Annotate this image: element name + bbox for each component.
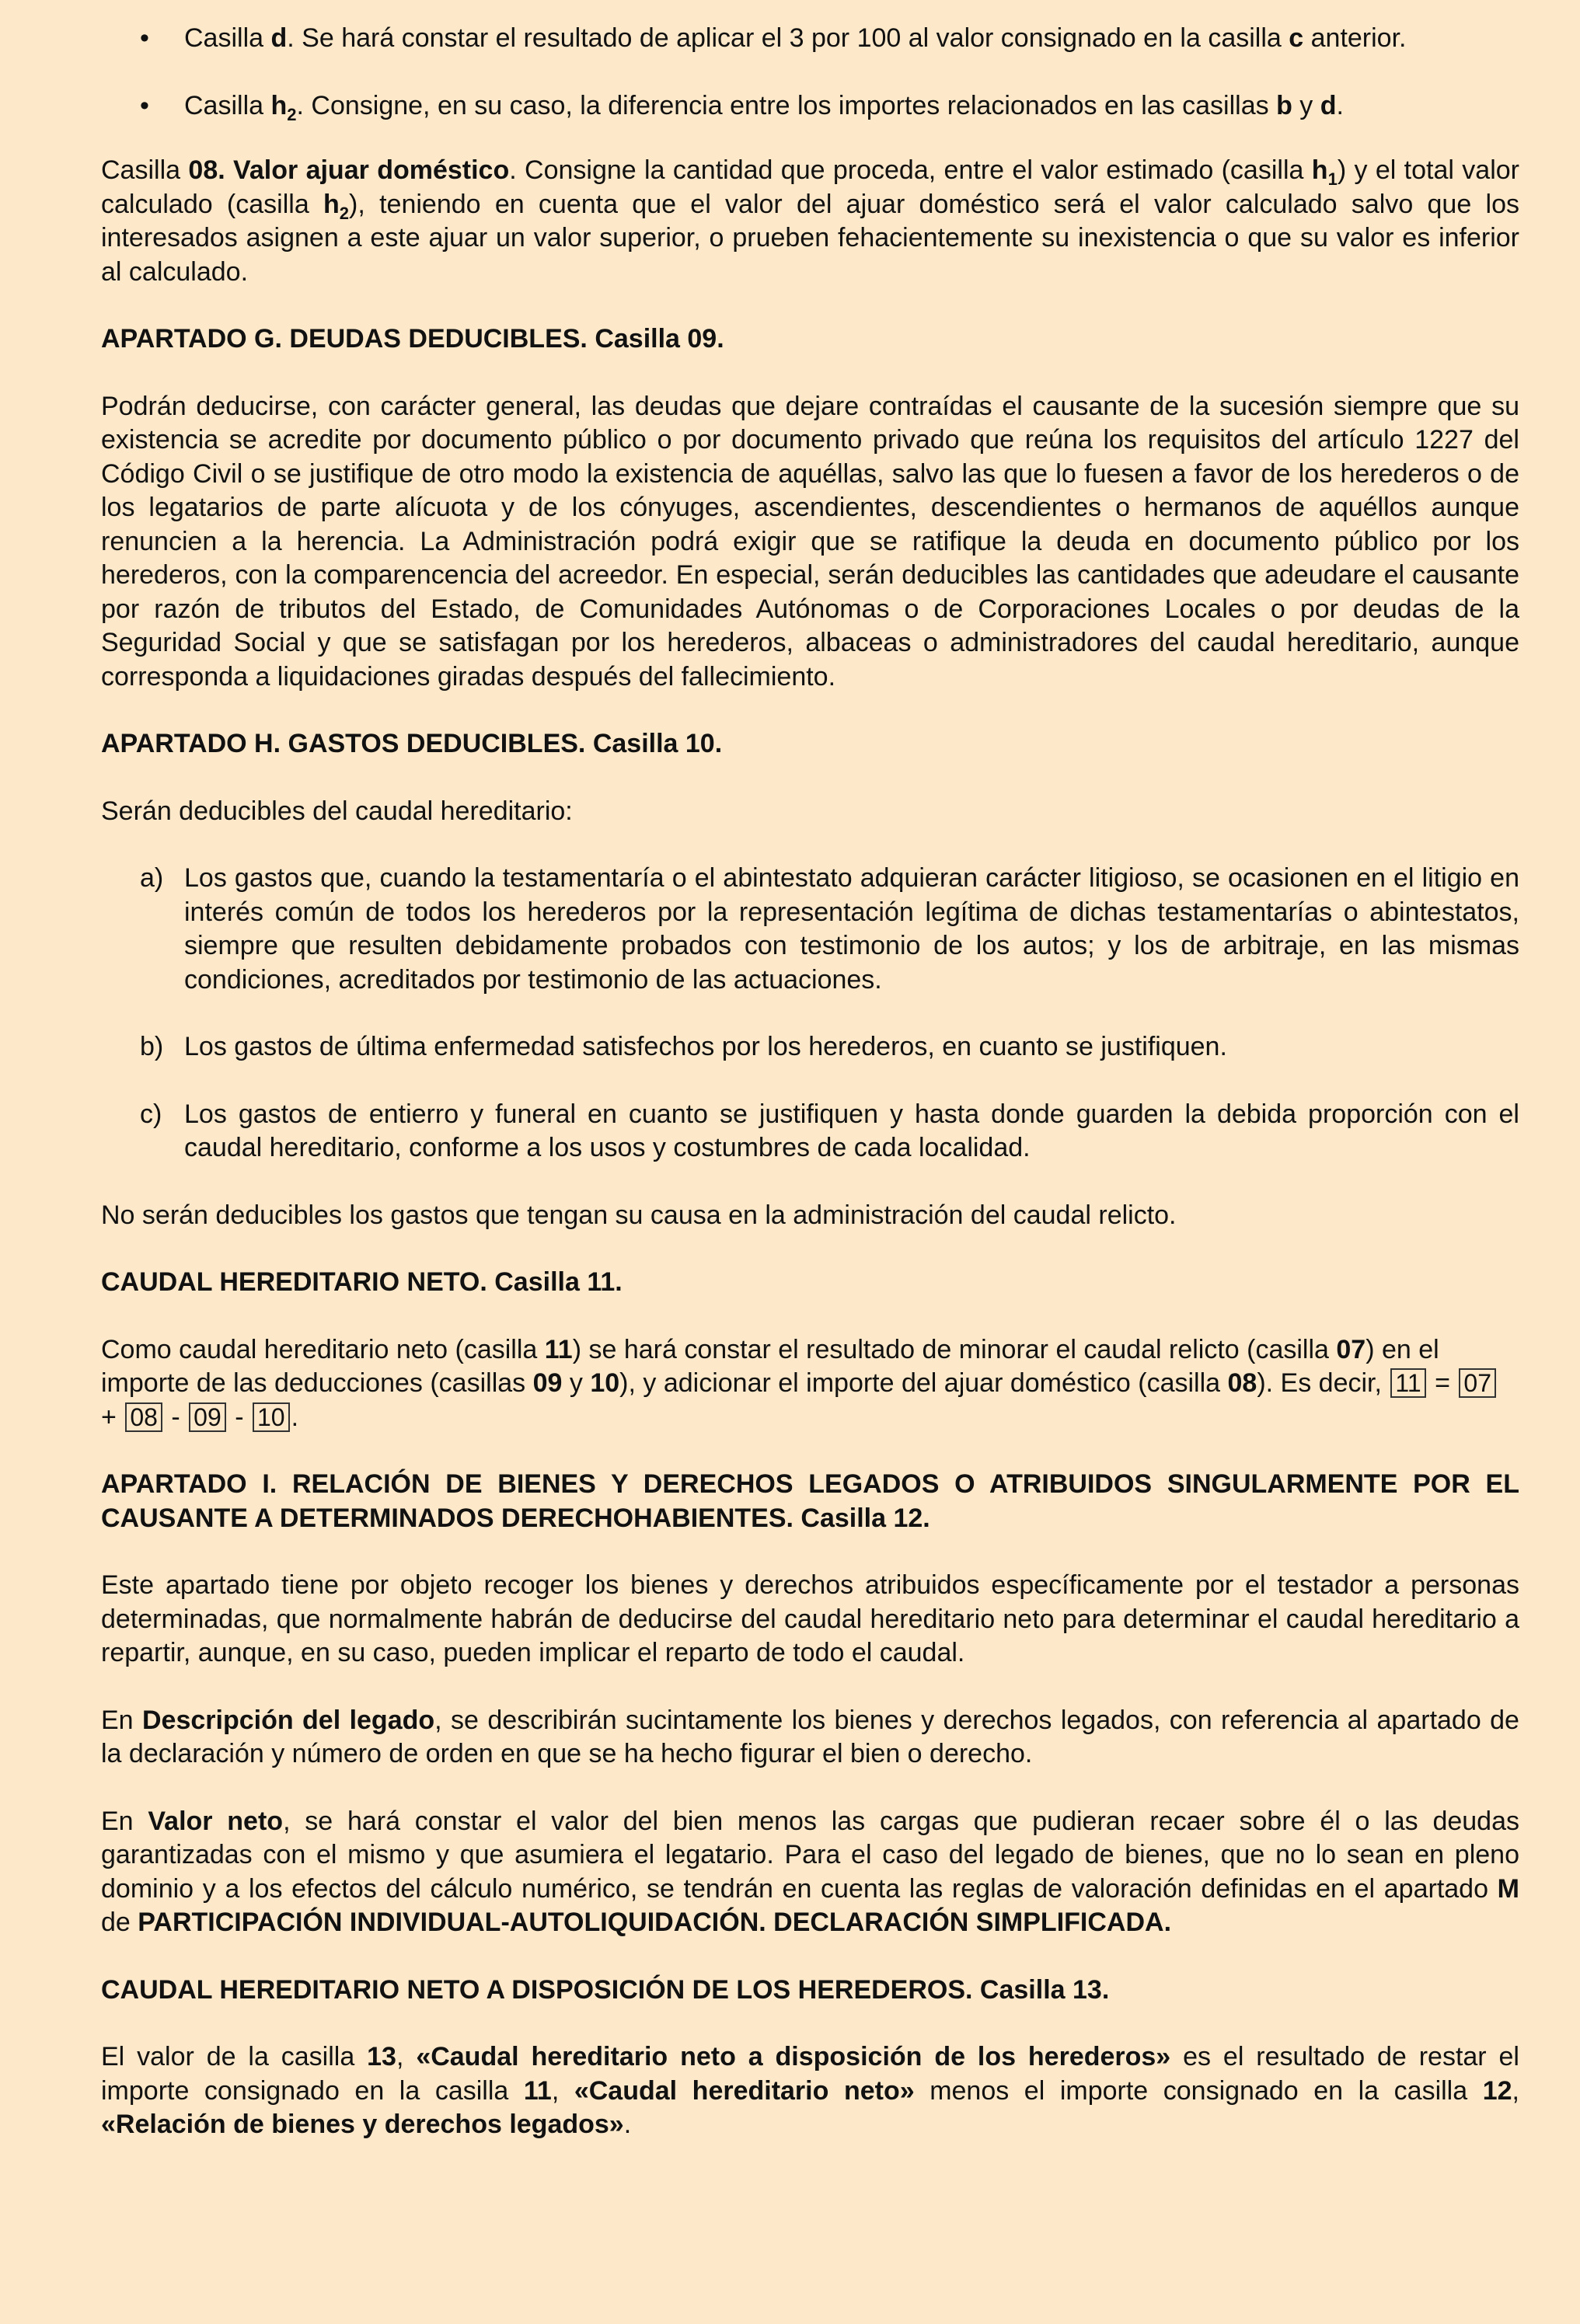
- casilla-box-10: 10: [253, 1402, 290, 1432]
- text: Casilla: [184, 90, 271, 120]
- text: de: [101, 1908, 138, 1937]
- text: ) se hará constar el resultado de minorar el caudal relicto (casilla: [572, 1334, 1337, 1364]
- text: ), teniendo en cuenta que el valor del ajuar doméstico será el valor calculado salvo que los interesados asignen a este ajuar un valor superior, o prueben fehacientemente su inexistencia o que su valor es inferior al calculado.: [101, 189, 1519, 287]
- text-bold: 10: [590, 1368, 620, 1398]
- list-item-b: [101, 1030, 1519, 1064]
- operator: =: [1435, 1368, 1450, 1398]
- text-bold: «Relación de bienes y derechos legados»: [101, 2110, 624, 2139]
- text-bold: Valor neto: [148, 1806, 284, 1836]
- text: es el resultado de restar el importe consignado en la casilla: [101, 2042, 1519, 2106]
- text: y: [562, 1368, 591, 1398]
- text: . Se hará constar el resultado de aplicar el 3 por 100 al valor consignado en la casilla: [287, 23, 1289, 53]
- operator: +: [101, 1402, 117, 1432]
- text: Como caudal hereditario neto (casilla: [101, 1334, 545, 1364]
- subscript: 2: [339, 203, 350, 223]
- text: y: [1292, 90, 1320, 120]
- casilla-box-11: 11: [1390, 1368, 1425, 1398]
- text: ) y el total valor calculado (casilla: [101, 155, 1519, 219]
- text-bold: 08: [1227, 1368, 1257, 1398]
- text: En: [101, 1806, 148, 1836]
- text-bold: 09: [532, 1368, 563, 1398]
- text: ,: [396, 2042, 417, 2071]
- text-bold: h: [1311, 155, 1328, 185]
- text-bold: 08: [188, 155, 218, 185]
- text-bold: PARTICIPACIÓN INDIVIDUAL-AUTOLIQUIDACIÓN. DECLARACIÓN SIMPLIFICADA.: [138, 1908, 1172, 1937]
- text: , se hará constar el valor del bien menos las cargas que pudieran recaer sobre él o las deudas garantizadas con el mismo y que asumiera el legatario. Para el caso del legado de bienes, que no lo sean en pleno dominio y a los efectos del cálculo numérico, se tendrán en cuenta las reglas de valoración definidas en el apartado: [101, 1806, 1519, 1904]
- text: Casilla: [101, 155, 189, 185]
- text: .: [291, 1402, 299, 1432]
- text: En: [101, 1705, 142, 1735]
- text: .: [623, 2110, 632, 2139]
- text-bold: «Caudal hereditario neto»: [574, 2075, 915, 2106]
- bullet-casilla-h2: [101, 89, 1519, 124]
- text-bold: Descripción del legado: [142, 1705, 435, 1735]
- apartado-i-paragraph-1: Este apartado tiene por objeto recoger los bienes y derechos atribuidos específicamente por el testador a personas determinadas, que normalmente habrán de deducirse del caudal hereditario neto para determinar el caudal hereditario a repartir, aunque, en su caso, pueden implicar el reparto de todo el caudal.: [101, 1570, 1519, 1667]
- text: Los gastos de última enfermedad satisfechos por los herederos, en cuanto se justifiquen.: [184, 1032, 1227, 1061]
- caudal-disposicion-paragraph: [101, 2040, 1519, 2142]
- text-bold: .: [218, 155, 234, 185]
- list-marker: c): [140, 1099, 162, 1129]
- text: Los gastos que, cuando la testamentaría o el abintestato adquieran carácter litigioso, se ocasionen en el litigio en interés común de todos los herederos por la representación legítima de dichas testamentarías o abintestatos, siempre que resulten debidamente probados con testimonio de los autos; y los de arbitraje, en las mismas condiciones, acreditados por testimonio de las actuaciones.: [184, 863, 1519, 995]
- casilla-box-09: 09: [189, 1402, 226, 1432]
- casilla-08-paragraph: [101, 154, 1519, 289]
- text-bold: 13: [367, 2042, 396, 2071]
- operator: -: [171, 1402, 180, 1432]
- apartado-i-paragraph-3: [101, 1805, 1519, 1940]
- bullet-icon: •: [140, 90, 149, 120]
- text: ). Es decir,: [1257, 1368, 1390, 1398]
- casilla-box-08: 08: [125, 1402, 162, 1432]
- text: . Consigne la cantidad que proceda, entre el valor estimado (casilla: [509, 155, 1312, 185]
- text-bold: b: [1276, 90, 1292, 120]
- text: , se describirán sucintamente los bienes y derechos legados, con referencia al apartado de la declaración y número de orden en que se ha hecho figurar el bien o derecho.: [101, 1705, 1519, 1768]
- subscript: 2: [287, 104, 297, 124]
- casilla-box-07: 07: [1459, 1368, 1496, 1398]
- text: menos el importe consignado en la casilla: [914, 2075, 1483, 2106]
- text: ), y adicionar el importe del ajuar doméstico (casilla: [619, 1368, 1228, 1398]
- heading-apartado-h: APARTADO H. GASTOS DEDUCIBLES. Casilla 10.: [101, 729, 723, 758]
- heading-caudal-neto: CAUDAL HEREDITARIO NETO. Casilla 11.: [101, 1267, 623, 1297]
- apartado-h-closing: No serán deducibles los gastos que tengan su causa en la administración del caudal relicto.: [101, 1200, 1177, 1230]
- text: ) en el importe de las deducciones (casillas: [101, 1334, 1439, 1398]
- heading-apartado-i: APARTADO I. RELACIÓN DE BIENES Y DERECHOS LEGADOS O ATRIBUIDOS SINGULARMENTE POR EL CAUSANTE A DETERMINADOS DERECHOHABIENTES. Casilla 12.: [101, 1469, 1519, 1533]
- heading-caudal-disposicion: CAUDAL HEREDITARIO NETO A DISPOSICIÓN DE LOS HEREDEROS. Casilla 13.: [101, 1974, 1110, 2005]
- text: .: [1336, 90, 1344, 120]
- text-bold: d: [270, 23, 288, 53]
- text-bold: h: [270, 90, 288, 120]
- list-marker: b): [140, 1032, 164, 1061]
- text: El valor de la casilla: [101, 2042, 368, 2071]
- text-bold: h: [323, 189, 340, 219]
- heading-apartado-g: APARTADO G. DEUDAS DEDUCIBLES. Casilla 09.: [101, 324, 724, 354]
- list-marker: a): [140, 863, 164, 893]
- apartado-i-paragraph-2: [101, 1704, 1519, 1772]
- text: ,: [1512, 2075, 1519, 2106]
- text: Los gastos de entierro y funeral en cuanto se justifiquen y hasta donde guarden la debida proporción con el caudal hereditario, conforme a los usos y costumbres de cada localidad.: [184, 1099, 1519, 1162]
- apartado-g-paragraph: Podrán deducirse, con carácter general, las deudas que dejare contraídas el causante de la sucesión siempre que su existencia se acredite por documento público o por documento privado que reúna los requisitos del artículo 1227 del Código Civil o se justifique de otro modo la existencia de aquéllas, salvo las que lo fuesen a favor de los herederos o de los legatarios de parte alícuota y de los cónyuges, ascendientes, descendientes o hermanos de aquéllos aunque renuncien a la herencia. La Administración podrá exigir que se ratifique la deuda en documento público por los herederos, con la comparencencia del acreedor. En especial, serán deducibles las cantidades que adeudare el causante por razón de tributos del Estado, de Comunidades Autónomas o de Corporaciones Locales o por deudas de la Seguridad Social y que se satisfagan por los herederos, albaceas o administradores del caudal hereditario, aunque corresponda a liquidaciones giradas después del fallecimiento.: [101, 391, 1519, 692]
- bullet-casilla-d: [101, 22, 1519, 56]
- text-bold: 11: [544, 1334, 573, 1364]
- text-bold: c: [1289, 23, 1304, 53]
- subscript: 1: [1327, 169, 1338, 189]
- text-bold: «Caudal hereditario neto a disposición de los herederos»: [416, 2042, 1171, 2071]
- bullet-icon: •: [140, 23, 149, 53]
- operator: -: [235, 1402, 244, 1432]
- caudal-neto-paragraph: [101, 1333, 1519, 1435]
- text-bold: 12: [1482, 2075, 1512, 2106]
- text-bold: 07: [1336, 1334, 1366, 1364]
- list-item-c: [101, 1098, 1519, 1165]
- text-bold: M: [1497, 1873, 1519, 1904]
- list-item-a: [101, 862, 1519, 997]
- apartado-h-intro: Serán deducibles del caudal hereditario:: [101, 796, 573, 826]
- text: Casilla: [184, 23, 271, 53]
- text: anterior.: [1303, 23, 1407, 53]
- text-bold: Valor ajuar doméstico: [233, 155, 510, 185]
- text: . Consigne, en su caso, la diferencia entre los importes relacionados en las casillas: [296, 90, 1277, 120]
- text-bold: d: [1320, 90, 1337, 120]
- text: ,: [551, 2075, 574, 2106]
- text-bold: 11: [523, 2075, 552, 2106]
